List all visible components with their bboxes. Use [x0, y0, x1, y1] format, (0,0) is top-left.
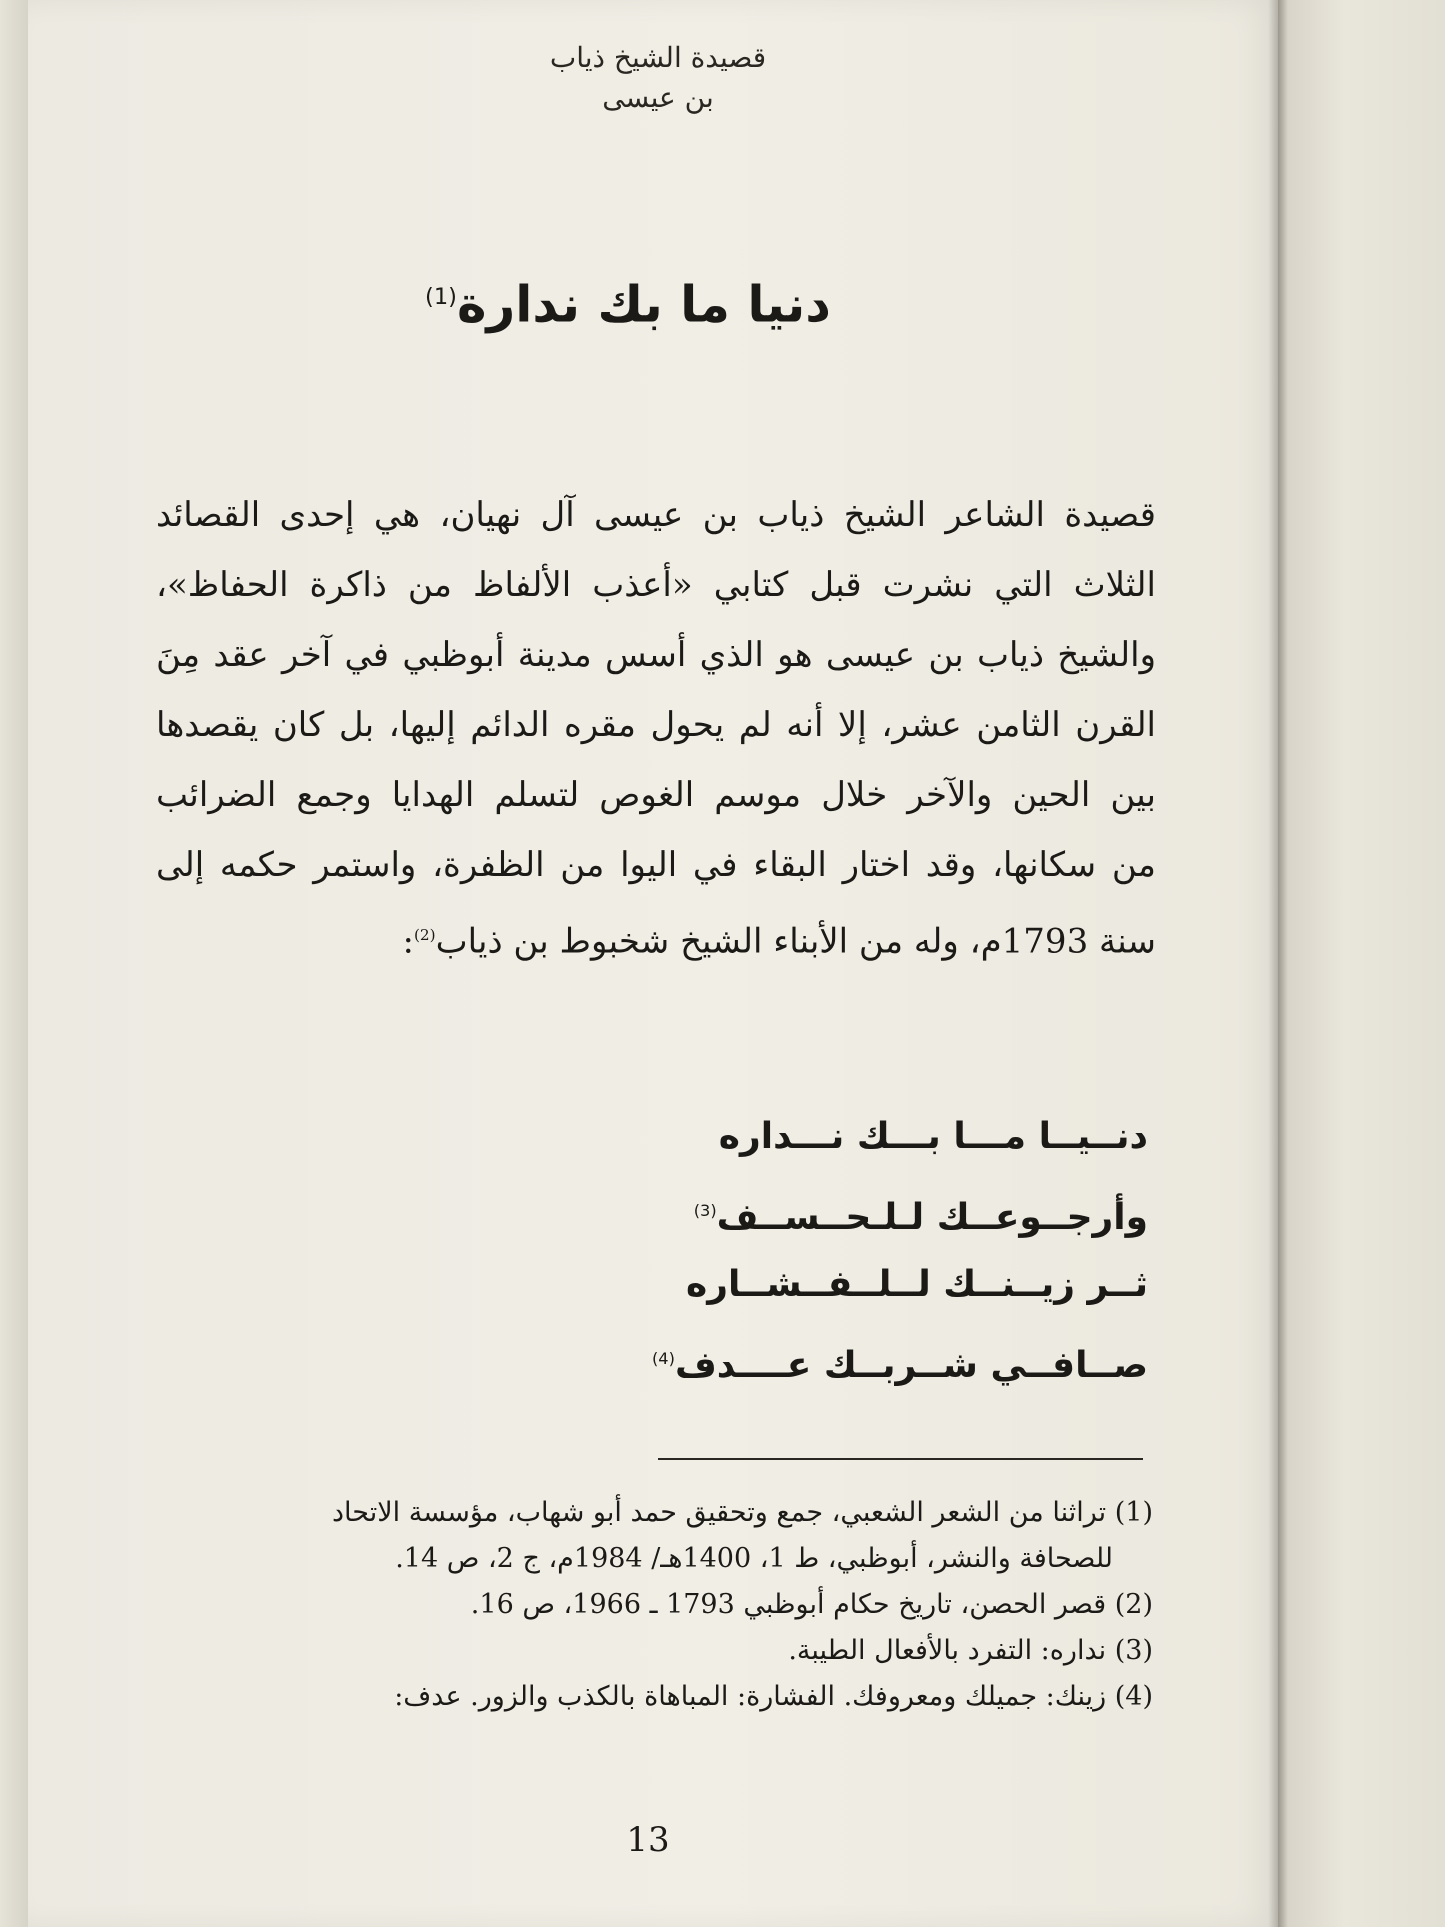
poem-title-text: دنيا ما بك ندارة	[456, 275, 831, 334]
body-line-3: والشيخ ذياب بن عيسى هو الذي أسس مدينة أبوظبي في آخر عقد مِنَ	[156, 635, 1156, 675]
footnote-1-continued: للصحافة والنشر، أبوظبي، ط 1، 1400هـ/ 1984م، ج 2، ص 14.	[395, 1543, 1113, 1574]
poem-title	[228, 262, 1028, 340]
footnote-3: (3) نداره: التفرد بالأفعال الطيبة.	[788, 1635, 1153, 1666]
verse-line-2-text: وأرجــوعــك لـلـحــســف	[716, 1197, 1148, 1238]
body-line-7	[156, 900, 1156, 976]
verse-2-note-ref: (3)	[693, 1201, 717, 1220]
body-paragraph	[156, 480, 1156, 976]
body-line-1: قصيدة الشاعر الشيخ ذياب بن عيسى آل نهيان، هي إحدى القصائد	[156, 495, 1156, 535]
verse-line-2	[188, 1174, 1148, 1248]
running-head	[448, 38, 868, 118]
verse-4-note-ref: (4)	[651, 1349, 675, 1368]
footnote-1: (1) تراثنا من الشعر الشعبي، جمع وتحقيق حمد أبو شهاب، مؤسسة الاتحاد	[332, 1497, 1153, 1528]
body-line-4: القرن الثامن عشر، إلا أنه لم يحول مقره الدائم إليها، بل كان يقصدها	[156, 705, 1156, 745]
body-note-ref: (2)	[413, 926, 436, 944]
running-head-line-2: بن عيسى	[602, 81, 714, 114]
body-line-5: بين الحين والآخر خلال موسم الغوص لتسلم الهدايا وجمع الضرائب	[156, 775, 1156, 815]
facing-page-edge	[1278, 0, 1445, 1927]
body-line-7-colon: :	[402, 921, 414, 962]
book-page	[28, 0, 1278, 1927]
title-note-ref: (1)	[425, 284, 457, 310]
footnotes	[168, 1490, 1153, 1720]
running-head-line-1: قصيدة الشيخ ذياب	[549, 41, 767, 74]
body-line-2: الثلاث التي نشرت قبل كتابي «أعذب الألفاظ من ذاكرة الحفاظ»،	[156, 565, 1156, 605]
verse-line-4-text: صــافــي شــربــك عــــدف	[674, 1345, 1148, 1386]
verse-line-3: ثــر زيــنــك لــلــفــشــاره	[686, 1264, 1148, 1305]
footnote-2: (2) قصر الحصن، تاريخ حكام أبوظبي 1793 ـ 1966، ص 16.	[470, 1589, 1153, 1620]
footnote-separator	[658, 1458, 1143, 1460]
page-number: 13	[626, 1820, 670, 1860]
verse-line-4	[188, 1322, 1148, 1396]
body-line-6: من سكانها، وقد اختار البقاء في اليوا من الظفرة، واستمر حكمه إلى	[156, 845, 1156, 885]
footnote-4: (4) زينك: جميلك ومعروفك. الفشارة: المباهاة بالكذب والزور. عدف:	[394, 1681, 1153, 1712]
body-line-7-text: سنة 1793م، وله من الأبناء الشيخ شخبوط بن ذياب	[435, 921, 1156, 962]
poem-verses	[188, 1100, 1148, 1396]
verse-line-1: دنــيــا مـــا بـــك نـــداره	[718, 1116, 1148, 1157]
